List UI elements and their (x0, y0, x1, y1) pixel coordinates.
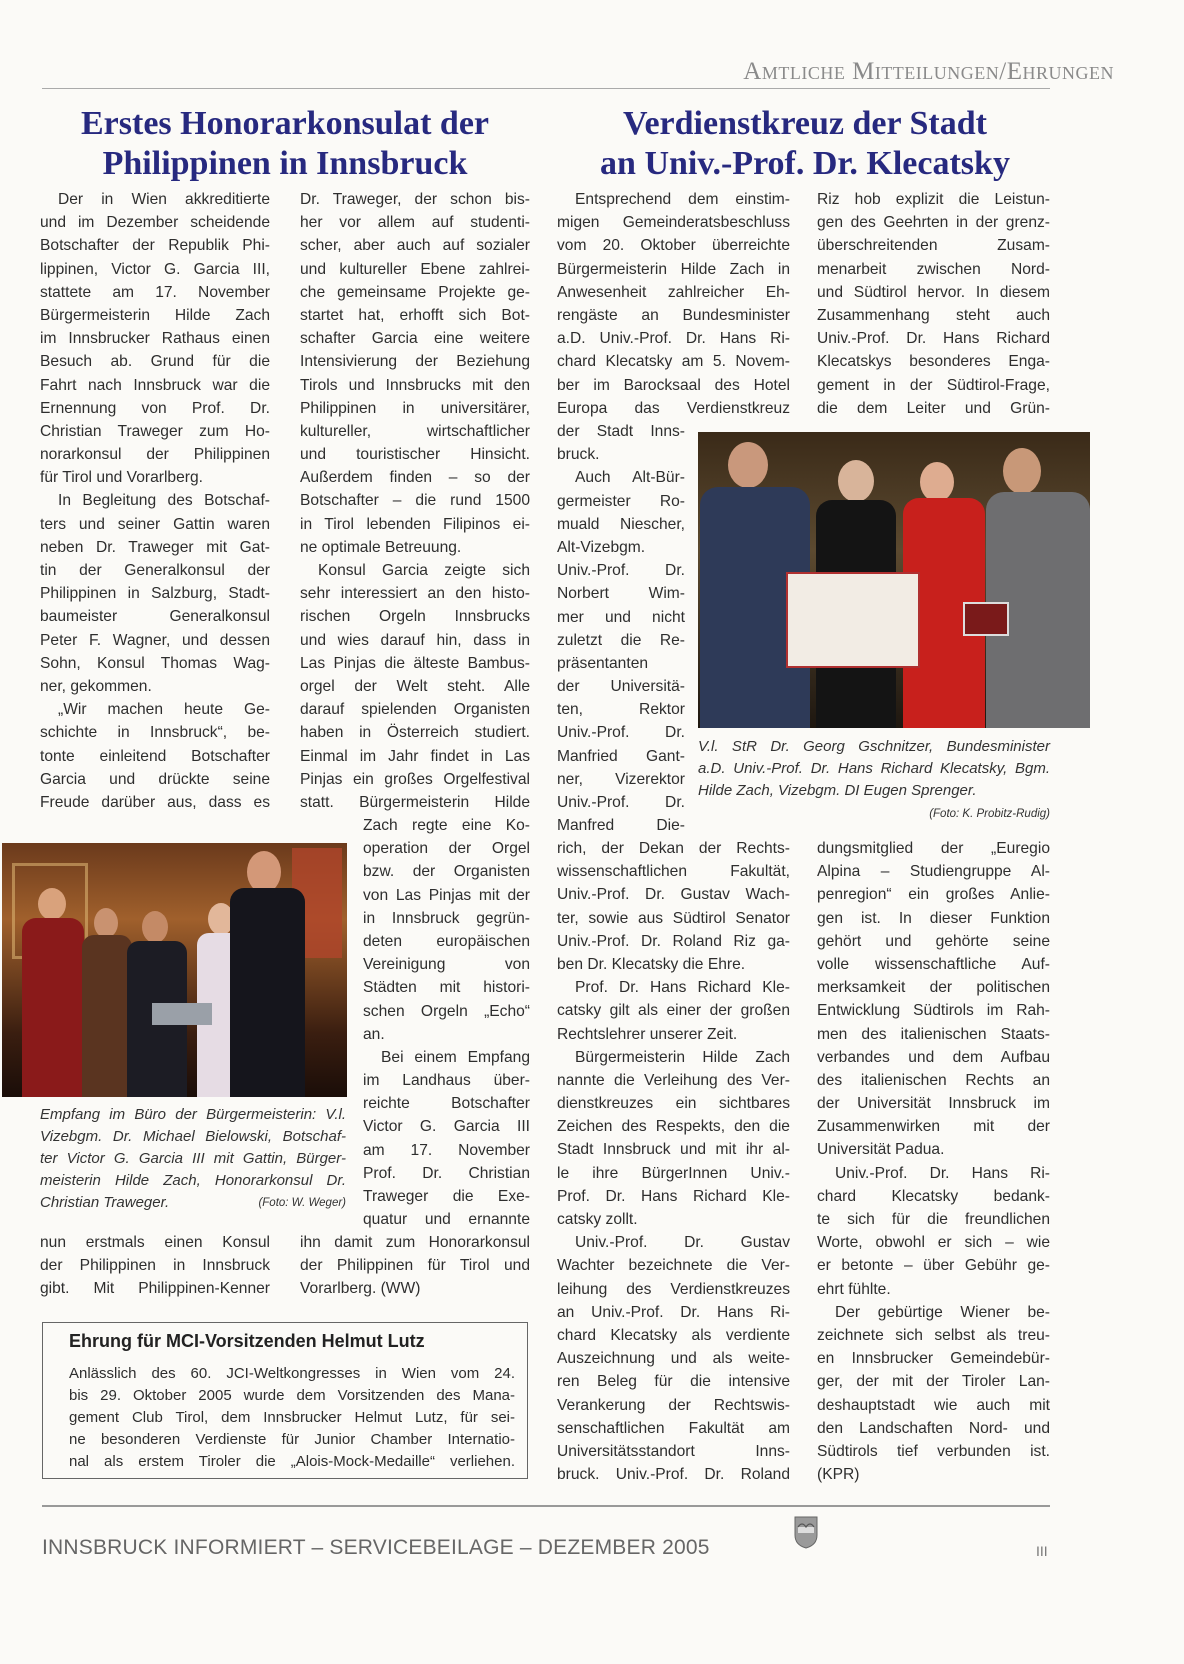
text-line: Zusammenwirken mit der (817, 1118, 1050, 1136)
text-line: der Stadt Inns- (557, 423, 685, 440)
text-line: im Landhaus über- (363, 1072, 530, 1090)
text-line: und Südtirol hervor. In diesem (817, 283, 1050, 301)
text-line: dungsmitglied der „Euregio (817, 840, 1050, 857)
text-line: Außerdem finden – so der (300, 469, 530, 487)
page-number: III (1036, 1543, 1048, 1559)
text-line: und touristischer Hinsicht. (300, 446, 530, 464)
text-line: wissenschaftlichen Fakultät, (557, 863, 790, 881)
text-line: ren Beleg für die intensive (557, 1373, 790, 1391)
text-line: ner, Vizerektor (557, 770, 685, 788)
text-line: Botschafter der Republik Phi- (40, 237, 270, 255)
text-line: ehrt fühlte. (817, 1280, 891, 1298)
text-line: Europa das Verdienstkreuz (557, 399, 790, 417)
text-line: Städten mit histori- (363, 979, 530, 997)
text-line: Zeichen des Respekts, den die (557, 1118, 790, 1136)
text-line: Pinjas ein großes Orgelfestival (300, 770, 530, 788)
text-line: tonte einleitend Botschafter (40, 747, 270, 765)
text-line: orgel der Welt steht. Alle (300, 677, 530, 695)
text-line: Manfried Gant- (557, 747, 685, 765)
text-line: „Wir machen heute Ge- (58, 701, 270, 719)
text-line: Südtirols tief verbunden ist. (817, 1442, 1050, 1460)
text-line: quatur und ernannte (363, 1211, 530, 1229)
photo-credit: (Foto: K. Probitz-Rudig) (929, 808, 1050, 820)
caption-line: a.D. Univ.-Prof. Dr. Hans Richard Klecatsky, Bgm. (698, 760, 1050, 777)
text-line: der Universitä- (557, 678, 685, 696)
text-line: Stadt Innsbruck und mit ihr al- (557, 1141, 790, 1159)
text-line: stattete am 17. November (40, 283, 270, 301)
text-line: vom 20. Oktober überreichte (557, 237, 790, 255)
reception-photo (2, 843, 347, 1097)
text-line: ne optimale Betreuung. (300, 538, 462, 556)
text-line: und im Dezember scheidende (40, 214, 270, 232)
text-line: mer und nicht (557, 608, 685, 626)
text-line: schichte in Innsbruck“, be- (40, 724, 270, 742)
text-line: le ihre BürgerInnen Univ.- (557, 1164, 790, 1182)
text-line: Univ.-Prof. Dr. (557, 724, 685, 742)
text-line: überschreitenden Zusam- (817, 237, 1050, 255)
footer-rule (42, 1505, 1050, 1507)
text-line: der Philippinen für Tirol und (300, 1257, 530, 1275)
text-line: ten, Rektor (557, 701, 685, 719)
column-4-top (817, 188, 1050, 420)
box-line: bis 29. Oktober 2005 wurde dem Vorsitzenden des Mana- (69, 1387, 515, 1404)
text-line: Bürgermeisterin Hilde Zach (40, 306, 270, 324)
text-line: chard Klecatsky bedank- (817, 1187, 1050, 1205)
text-line: Zach regte eine Ko- (363, 817, 530, 834)
text-line: Ernennung von Prof. Dr. (40, 399, 270, 417)
text-line: der Philippinen in Innsbruck (40, 1257, 270, 1275)
text-line: Zusammenhang steht auch (817, 306, 1050, 324)
left-article-title (20, 104, 550, 184)
text-line: am 17. November (363, 1141, 530, 1159)
text-line: bruck. Univ.-Prof. Dr. Roland (557, 1466, 790, 1484)
title-line: Verdienstkreuz der Stadt (623, 105, 987, 142)
title-line: Philippinen in Innsbruck (102, 145, 468, 182)
text-line: Christian Traweger zum Ho- (40, 422, 270, 440)
text-line: Klecatskys besonderes Enga- (817, 353, 1050, 371)
text-line: catsky gilt als einer der großen (557, 1002, 790, 1020)
text-line: a.D. Univ.-Prof. Dr. Hans Ri- (557, 330, 790, 348)
text-line: chard Klecatsky am 5. Novem- (557, 353, 790, 371)
text-line: deten europäischen (363, 932, 530, 950)
text-line: Botschafter – die rund 1500 (300, 492, 530, 510)
text-line: Univ.-Prof. Dr. Gustav Wach- (557, 886, 790, 904)
text-line: nun erstmals einen Konsul (40, 1234, 270, 1251)
text-line: migen Gemeinderatsbeschluss (557, 214, 790, 232)
text-line: Tirols und Innsbrucks mit den (300, 376, 530, 394)
text-line: norarkonsul der Philippinen (40, 446, 270, 464)
news-box-body (69, 1363, 515, 1473)
photo-credit: (Foto: W. Weger) (258, 1197, 346, 1209)
text-line: im Innsbrucker Rathaus einen (40, 330, 270, 348)
text-line: und kultureller Ebene zahlrei- (300, 260, 530, 278)
text-line: bruck. (557, 446, 600, 464)
text-line: gement in der Südtirol-Frage, (817, 376, 1050, 394)
text-line: des italienischen Rechts an (817, 1071, 1050, 1089)
text-line: Garcia und drückte seine (40, 770, 270, 788)
photo-credit-row (698, 802, 1050, 825)
text-line: reichte Botschafter (363, 1095, 530, 1113)
text-line: sehr interessiert an den histo- (300, 585, 530, 603)
text-line: lippinen, Victor G. Garcia III, (40, 260, 270, 278)
text-line: Sohn, Konsul Thomas Wag- (40, 654, 270, 672)
column-1-top (40, 188, 270, 814)
text-line: in Innsbruck gegrün- (363, 909, 530, 927)
publication-footer: INNSBRUCK INFORMIERT – SERVICEBEILAGE – DEZEMBER 2005 (42, 1536, 710, 1559)
text-line: Univ.-Prof. Dr. Hans Richard (817, 330, 1050, 348)
text-line: darauf spielenden Organisten (300, 701, 530, 719)
text-line: ben Dr. Klecatsky die Ehre. (557, 955, 746, 973)
text-line: te sich für die freundlichen (817, 1211, 1050, 1228)
box-line: ne besonderen Verdienste für Junior Chamber Internatio- (69, 1431, 515, 1448)
text-line: ihn damit zum Honorarkonsul (300, 1234, 530, 1251)
text-line: kultureller, wirtschaftlicher (300, 422, 530, 440)
text-line: tin der Generalkonsul der (40, 562, 270, 579)
text-line: senschaftlichen Fakultät am (557, 1419, 790, 1437)
text-line: Bürgermeisterin Hilde Zach (575, 1048, 790, 1066)
text-line: gen ist. In dieser Funktion (817, 909, 1050, 927)
column-2-narrow (363, 814, 530, 1231)
text-line: schafter Garcia eine weitere (300, 330, 530, 348)
text-line: ber im Barocksaal des Hotel (557, 376, 790, 394)
text-line: Peter F. Wagner, und dessen (40, 631, 270, 649)
caption-line: ter Victor G. Garcia III mit Gattin, Bürger- (40, 1150, 346, 1167)
text-line: verbandes und dem Aufbau (817, 1048, 1050, 1066)
title-line: Erstes Honorarkonsulat der (81, 105, 489, 142)
text-line: Freude darüber aus, dass es (40, 793, 270, 811)
text-line: Univ.-Prof. Dr. Roland Riz ga- (557, 932, 790, 950)
text-line: baumeister Generalkonsul (40, 608, 270, 626)
text-line: catsky zollt. (557, 1211, 638, 1228)
text-line: in Tirol lebenden Filipinos ei- (300, 515, 530, 533)
text-line: statt. Bürgermeisterin Hilde (300, 793, 530, 811)
text-line: deshauptstadt wie auch mit (817, 1396, 1050, 1414)
text-line: Prof. Dr. Hans Richard Kle- (575, 979, 790, 997)
text-line: startet hat, erhofft sich Bot- (300, 306, 530, 324)
text-line: schen Orgeln „Echo“ (363, 1002, 530, 1020)
text-line: Einmal im Jahr findet in Las (300, 747, 530, 765)
news-box (42, 1322, 528, 1479)
text-line: bzw. der Organisten (363, 863, 530, 881)
text-line: haben in Österreich studiert. (300, 724, 530, 742)
text-line: germeister Ro- (557, 492, 685, 510)
text-line: Alt-Vizebgm. (557, 538, 646, 556)
text-line: neben Dr. Traweger mit Gat- (40, 538, 270, 556)
text-line: die dem Leiter und Grün- (817, 399, 1050, 417)
text-line: ter, sowie aus Südtirol Senator (557, 909, 790, 927)
caption-line: V.l. StR Dr. Georg Gschnitzer, Bundesminister (698, 738, 1050, 755)
header-rule (42, 88, 1050, 89)
text-line: Worte, obwohl er sich – wie (817, 1234, 1050, 1252)
text-line: an. (363, 1025, 385, 1043)
text-line: Bürgermeisterin Hilde Zach in (557, 260, 790, 278)
text-line: penregion“ ein großes Anlie- (817, 886, 1050, 904)
text-line: Entwicklung Südtirols im Rah- (817, 1002, 1050, 1020)
text-line: Las Pinjas die älteste Bambus- (300, 654, 530, 672)
text-line: gen des Geehrten in der grenz- (817, 214, 1050, 232)
text-line: Konsul Garcia zeigte sich (318, 562, 530, 579)
text-line: volle wissenschaftliche Auf- (817, 955, 1050, 973)
text-line: ger, der mit der Tiroler Lan- (817, 1373, 1050, 1391)
box-line: gement Club Tirol, dem Innsbrucker Helmut Lutz, für sei- (69, 1409, 515, 1426)
box-line: nal als erstem Tiroler die „Alois-Mock-Medaille“ verliehen. (69, 1453, 515, 1470)
text-line: Anwesenheit zahlreicher Eh- (557, 283, 790, 301)
text-line: Prof. Dr. Christian (363, 1164, 530, 1182)
caption-text: Christian Traweger. (40, 1194, 170, 1211)
text-line: rengäste an Bundesminister (557, 306, 790, 324)
city-coat-of-arms-icon (794, 1515, 818, 1549)
text-line: Vorarlberg. (WW) (300, 1280, 421, 1298)
text-line: rich, der Dekan der Rechts- (557, 840, 790, 857)
text-line: Bei einem Empfang (381, 1048, 530, 1066)
text-line: zuletzt die Re- (557, 631, 685, 649)
text-line: merksamkeit der politischen (817, 979, 1050, 997)
text-line: Alpina – Studiengruppe Al- (817, 863, 1050, 881)
text-line: zeichnete sich selbst als treu- (817, 1326, 1050, 1344)
box-line: Anlässlich des 60. JCI-Weltkongresses in Wien vom 24. (69, 1365, 515, 1382)
text-line: her vor allem auf studenti- (300, 214, 530, 232)
column-1-bottom (40, 1231, 270, 1301)
text-line: nannte die Verleihung des Ver- (557, 1071, 790, 1089)
text-line: Besuch ab. Grund für die (40, 353, 270, 371)
award-ceremony-photo (698, 432, 1090, 728)
text-line: Fahrt nach Innsbruck war die (40, 376, 270, 394)
caption-line: Hilde Zach, Vizebgm. DI Eugen Sprenger. (698, 782, 977, 799)
text-line: er betonte – über Gebühr ge- (817, 1257, 1050, 1275)
text-line: Manfred Die- (557, 817, 685, 835)
text-line: ters und seiner Gattin waren (40, 515, 270, 533)
text-line: präsentanten (557, 654, 649, 672)
text-line: Univ.-Prof. Dr. Hans Ri- (835, 1164, 1050, 1182)
text-line: Prof. Dr. Hans Richard Kle- (557, 1187, 790, 1205)
text-line: Der in Wien akkreditierte (58, 191, 270, 208)
text-line: Intensivierung der Beziehung (300, 353, 530, 371)
text-line: dienstkreuzes ein sichtbares (557, 1095, 790, 1113)
text-line: Philippinen in Salzburg, Stadt- (40, 585, 270, 603)
text-line: Philippinen in universitärer, (300, 399, 530, 417)
text-line: ner, gekommen. (40, 677, 152, 695)
text-line: che gemeinsame Projekte ge- (300, 283, 530, 301)
text-line: von Las Pinjas mit der (363, 886, 530, 904)
text-line: Traweger die Exe- (363, 1188, 530, 1205)
text-line: für Tirol und Vorarlberg. (40, 469, 203, 487)
text-line: Auch Alt-Bür- (575, 469, 685, 487)
title-line: an Univ.-Prof. Dr. Klecatsky (600, 145, 1010, 182)
text-line: (KPR) (817, 1466, 860, 1484)
column-4-bottom (817, 837, 1050, 1486)
text-line: Verankerung der Rechtswis- (557, 1396, 790, 1414)
text-line: Univ.-Prof. Dr. (557, 562, 685, 580)
column-2-top (300, 188, 530, 814)
text-line: Univ.-Prof. Dr. Gustav (575, 1234, 790, 1252)
column-3-bottom (557, 837, 790, 1486)
text-line: Wachter bezeichnete die Ver- (557, 1257, 790, 1275)
text-line: Victor G. Garcia III (363, 1118, 530, 1136)
text-line: rischen Orgeln Innsbrucks (300, 608, 530, 626)
text-line: Der gebürtige Wiener be- (835, 1303, 1050, 1321)
text-line: Auszeichnung und als weite- (557, 1350, 790, 1368)
text-line: an Univ.-Prof. Dr. Hans Ri- (557, 1303, 790, 1321)
text-line: Entsprechend dem einstim- (575, 191, 790, 208)
column-3-top (557, 188, 790, 420)
text-line: Univ.-Prof. Dr. (557, 794, 685, 811)
text-line: Riz hob explizit die Leistun- (817, 191, 1050, 208)
text-line: men des italienischen Staats- (817, 1025, 1050, 1043)
text-line: operation der Orgel (363, 840, 530, 858)
column-3-narrow (557, 420, 685, 837)
text-line: den Landschaften Nord- und (817, 1419, 1050, 1437)
caption-line: Empfang im Büro der Bürgermeisterin: V.l. (40, 1106, 346, 1123)
text-line: und wies darauf hin, dass in (300, 631, 530, 649)
text-line: muald Niescher, (557, 515, 685, 533)
section-header: Amtliche Mitteilungen/Ehrungen (743, 58, 1114, 85)
text-line: gehört und gehörte seine (817, 932, 1050, 950)
text-line: Vereinigung von (363, 956, 530, 974)
award-photo-caption (698, 736, 1050, 825)
text-line: Dr. Traweger, der schon bis- (300, 191, 530, 208)
text-line: In Begleitung des Botschaf- (58, 492, 270, 510)
text-line: Rechtslehrer unserer Zeit. (557, 1025, 738, 1043)
column-2-bottom (300, 1231, 530, 1301)
text-line: chard Klecatsky als verdiente (557, 1326, 790, 1344)
caption-line: Vizebgm. Dr. Michael Bielowski, Botschaf- (40, 1128, 346, 1145)
text-line: scher, aber auch auf sozialer (300, 237, 530, 255)
text-line: leihung des Verdienstkreuzes (557, 1280, 790, 1298)
text-line: Universität Padua. (817, 1141, 945, 1159)
text-line: Universitätsstandort Inns- (557, 1442, 790, 1460)
reception-photo-caption (40, 1104, 346, 1214)
news-box-title: Ehrung für MCI-Vorsitzenden Helmut Lutz (69, 1331, 425, 1351)
text-line: gibt. Mit Philippinen-Kenner (40, 1280, 270, 1298)
caption-line (40, 1192, 346, 1214)
text-line: menarbeit zwischen Nord- (817, 260, 1050, 278)
text-line: der Universität Innsbruck im (817, 1095, 1050, 1113)
text-line: en Innsbrucker Gemeindebür- (817, 1350, 1050, 1368)
caption-line: meisterin Hilde Zach, Honorarkonsul Dr. (40, 1172, 346, 1189)
right-article-title (545, 104, 1065, 184)
text-line: Norbert Wim- (557, 585, 685, 603)
